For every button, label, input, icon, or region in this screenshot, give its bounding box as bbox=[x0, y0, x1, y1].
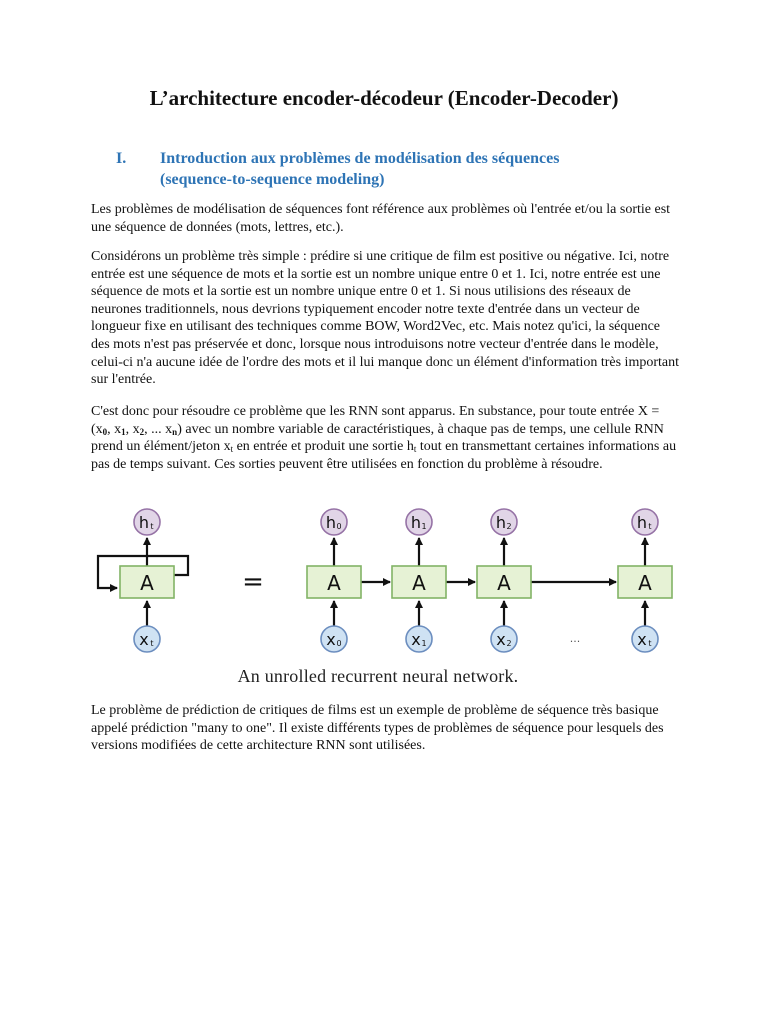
diagram-layer bbox=[98, 509, 672, 652]
p3-text-1: C'est donc pour résoudre ce problème que les RNN sont apparus. En substance, pour toute entrée X = (x bbox=[91, 404, 660, 437]
h-node-t-letter: h bbox=[636, 513, 648, 532]
x-node-1-sub: 1 bbox=[421, 639, 427, 648]
equals-sign: = bbox=[242, 567, 264, 597]
rolled-h-node-letter: h bbox=[138, 513, 150, 532]
x-node-1-letter: x bbox=[411, 630, 421, 649]
paragraph-3 bbox=[91, 403, 681, 473]
unrolled-cell-0-label: A bbox=[327, 571, 341, 595]
p3-sub-t1: t bbox=[230, 444, 234, 455]
x-node-t-letter: x bbox=[637, 630, 647, 649]
rolled-x-node-letter: x bbox=[139, 630, 149, 649]
x-node-t-sub: t bbox=[648, 639, 652, 648]
x-node-2-sub: 2 bbox=[506, 639, 512, 648]
p3-sub-n: n bbox=[172, 426, 178, 437]
paragraph-4: Le problème de prédiction de critiques de films est un exemple de problème de séquence très basique appelé prédiction "many to one". Il existe différents types de problèmes de séquence pour lesquels des versions modifiées de cette architecture RNN sont utilisées. bbox=[91, 703, 664, 754]
h-node-1-sub: 1 bbox=[421, 522, 427, 531]
p3-sub-2: 2 bbox=[139, 426, 145, 437]
rolled-cell-label: A bbox=[140, 571, 154, 595]
unrolled-cell-1-label: A bbox=[412, 571, 426, 595]
p3-sub-1: 1 bbox=[121, 426, 126, 437]
p3-sub-0: 0 bbox=[102, 426, 108, 437]
h-node-2-sub: 2 bbox=[506, 522, 512, 531]
x-node-2-letter: x bbox=[496, 630, 506, 649]
section-heading-line1: Introduction aux problèmes de modélisation des séquences bbox=[160, 150, 560, 167]
rolled-h-node-sub: t bbox=[150, 522, 154, 531]
p3-text-3: , x bbox=[125, 421, 140, 437]
figure-caption: An unrolled recurrent neural network. bbox=[237, 666, 519, 686]
ellipsis-label: ... bbox=[569, 632, 581, 645]
h-node-0-sub: 0 bbox=[336, 522, 342, 531]
h-node-0-letter: h bbox=[325, 513, 337, 532]
p3-text-5: ) avec un nombre variable de caractéristiques, à chaque pas de temps, une cellule RNN prend un élément/jeton x bbox=[91, 421, 664, 455]
paragraph-1: Les problèmes de modélisation de séquences font référence aux problèmes où l'entrée et/ou la sortie est une séquence de données (mots, lettres, etc.). bbox=[91, 202, 671, 235]
section-heading-line2: (sequence-to-sequence modeling) bbox=[160, 171, 385, 188]
h-node-t-sub: t bbox=[648, 522, 652, 531]
p3-sub-t2: t bbox=[413, 444, 417, 455]
paragraph-2: Considérons un problème très simple : prédire si une critique de film est positive ou négative. Ici, notre entrée est une séquence de mots et la sortie est un nombre unique entre 0 et 1. Ici, notre entrée est une séquence de mots et la sortie est un nombre unique entre 0 et 1. Si nous utilisions des réseaux de neurones traditionnels, nous devrions typiquement encoder notre texte d'entrée dans un vecteur de longueur fixe en utilisant des techniques comme BOW, Word2Vec, etc. Mais notez qu'ici, la séquence des mots n'est pas préservée et donc, lorsque nous introduisons notre vecteur d'entrée dans le modèle, celui-ci n'a aucune idée de l'ordre des mots et il lui manque donc un élément d'information très important sur l'entrée. bbox=[91, 249, 679, 388]
x-node-0-sub: 0 bbox=[336, 639, 342, 648]
h-node-2-letter: h bbox=[495, 513, 507, 532]
p3-text-6: en entrée et produit une sortie h bbox=[233, 439, 414, 455]
document-title: L’architecture encoder-décodeur (Encoder-Decoder) bbox=[149, 86, 619, 110]
rnn-diagram-svg bbox=[88, 506, 678, 666]
rnn-diagram bbox=[88, 506, 678, 696]
h-node-1-letter: h bbox=[410, 513, 422, 532]
section-heading-text bbox=[160, 148, 660, 190]
x-node-0-letter: x bbox=[326, 630, 336, 649]
p3-text-2: , x bbox=[107, 421, 122, 437]
rolled-x-node-sub: t bbox=[150, 639, 154, 648]
p3-text-7: tout en transmettant certaines informations au pas de temps suivant. Ces sorties peuvent être utilisées en fonction du problème à résoudre. bbox=[91, 439, 677, 472]
section-number: I. bbox=[116, 150, 127, 167]
unrolled-cell-2-label: A bbox=[497, 571, 511, 595]
unrolled-cell-t-label: A bbox=[638, 571, 652, 595]
p3-text-4: , ... x bbox=[144, 421, 173, 437]
